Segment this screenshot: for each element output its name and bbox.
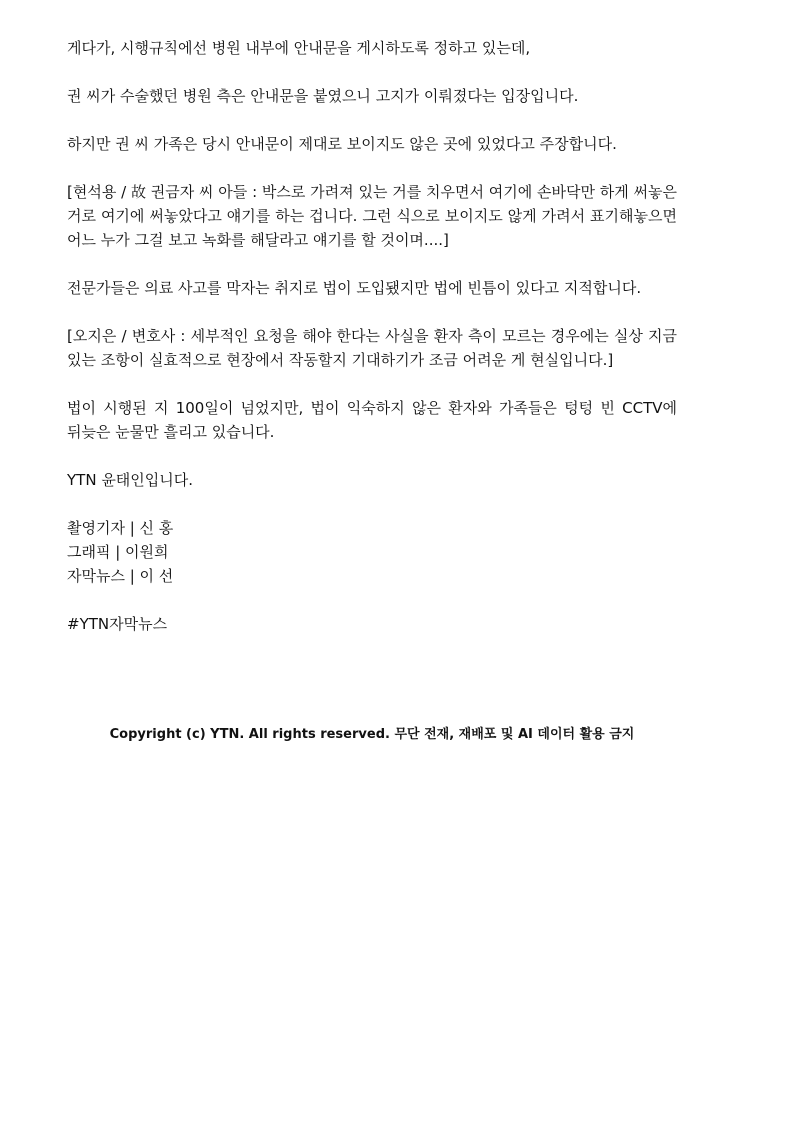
interview-quote-1: [현석용 / 故 권금자 씨 아들 : 박스로 가려져 있는 거를 치우면서 여기에 손바닥만 하게 써놓은 거로 여기에 써놓았다고 얘기를 하는 겁니다. 그런 식으로 보이지도 않게 가려서 표기해놓으면 어느 누가 그걸 보고 녹화를 해달라고 얘기를 할 것이며....] <box>67 183 677 249</box>
reporter-signoff: YTN 윤태인입니다. <box>67 471 194 489</box>
paragraph-5: 전문가들은 의료 사고를 막자는 취지로 법이 도입됐지만 법에 빈틈이 있다고 지적합니다. <box>67 279 642 297</box>
credit-graphics: 그래픽 | 이원희 <box>67 543 169 561</box>
hashtag: #YTN자막뉴스 <box>67 615 168 633</box>
paragraph-1: 게다가, 시행규칙에선 병원 내부에 안내문을 게시하도록 정하고 있는데, <box>67 39 531 57</box>
credit-subtitles: 자막뉴스 | 이 선 <box>67 567 174 585</box>
credit-camera: 촬영기자 | 신 홍 <box>67 519 174 537</box>
paragraph-2: 권 씨가 수술했던 병원 측은 안내문을 붙였으니 고지가 이뤄졌다는 입장입니다. <box>67 87 579 105</box>
copyright-notice: Copyright (c) YTN. All rights reserved. 무단 전재, 재배포 및 AI 데이터 활용 금지 <box>109 727 635 742</box>
paragraph-3: 하지만 권 씨 가족은 당시 안내문이 제대로 보이지도 않은 곳에 있었다고 주장합니다. <box>67 135 617 153</box>
credits-block <box>67 516 677 588</box>
paragraph-7: 법이 시행된 지 100일이 넘었지만, 법이 익숙하지 않은 환자와 가족들은 텅텅 빈 CCTV에 뒤늦은 눈물만 흘리고 있습니다. <box>67 399 677 441</box>
interview-quote-2: [오지은 / 변호사 : 세부적인 요청을 해야 한다는 사실을 환자 측이 모르는 경우에는 실상 지금 있는 조항이 실효적으로 현장에서 작동할지 기대하기가 조금 어려운 게 현실입니다.] <box>67 327 677 369</box>
article-body <box>67 36 677 636</box>
